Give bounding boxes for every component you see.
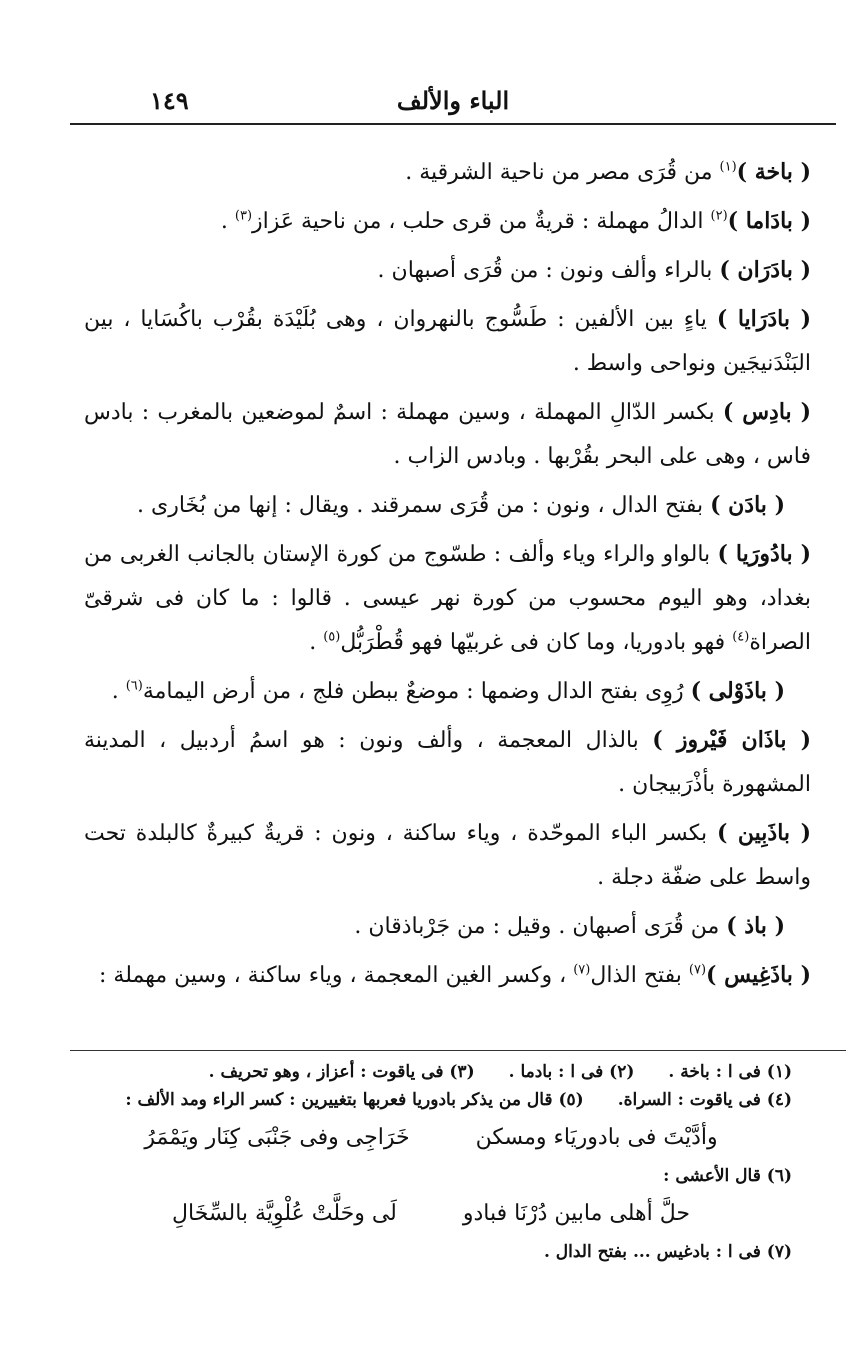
footnote-rule xyxy=(70,1050,846,1051)
verse-2 xyxy=(70,1192,792,1236)
entry-badis: ( بادِس ) بكسر الدّالِ المهملة ، وسين مهملة : اسمٌ لموضعين بالمغرب : بادس فاس ، وهى على البحر بقُرْبها . وبادس الزاب . xyxy=(84,399,811,469)
verse-1-second-hemistich: خَرَاجِى وفى جَنْبَى كِنَار ويَمْمَرُ xyxy=(144,1125,410,1150)
footnote-line-3: (٦) قال الأعشى : xyxy=(663,1166,792,1186)
entry-badh: ( باذ ) من قُرَى أصبهان . وقيل : من جَرْباذقان . xyxy=(354,913,785,939)
entry-badaran: ( بادَرَان ) بالراء وألف ونون : من قُرَى أصبهان . xyxy=(377,257,811,283)
page-number: ١٤٩ xyxy=(150,86,189,115)
entry-badhaghis: ( باذَغِيس )$^{(٧)}$ بفتح الذال$^{(٧)}$ ، وكسر الغين المعجمة ، وياء ساكنة ، وسين مهملة : xyxy=(99,962,811,988)
verse-2-second-hemistich: لَى وحَلَّتْ عُلْوِيَّة بالسِّخَالِ xyxy=(172,1201,397,1226)
entry-badan: ( بادَن ) بفتح الدال ، ونون : من قُرَى سمرقند . ويقال : إنها من بُخَارى . xyxy=(137,492,785,518)
running-title: الباء والألف xyxy=(396,86,510,115)
footnote-line-2: (٤) فى ياقوت : السراة.(٥) قال من يذكر بادوريا فعربها بتغييرين : كسر الراء ومد الألف : xyxy=(125,1090,792,1110)
entry-badhawla: ( باذَوْلى ) رُوِى بفتح الدال وضمها : موضعٌ ببطن فلج ، من أرض اليمامة$^{(٦)}$ . xyxy=(111,678,785,704)
entry-bakha: ( باخة )$^{(١)}$ من قُرَى مصر من ناحية الشرقية . xyxy=(405,159,811,185)
verse-2-first-hemistich: حلَّ أهلى مابين دُرْنَا فبادو xyxy=(462,1201,690,1226)
entry-badhan-fairuz: ( باذَان فَيْروز ) بالذال المعجمة ، وألف ونون : هو اسمُ أردبيل ، المدينة المشهورة بأذْرَبيجان . xyxy=(84,727,812,797)
footnote-line-1: (١) فى ا : باخة .(٢) فى ا : بادما .(٣) فى ياقوت : أعزاز ، وهو تحريف . xyxy=(208,1062,792,1082)
header-rule xyxy=(70,123,836,125)
entry-baduraya: ( بادُورَيا ) بالواو والراء وياء وألف : طسّوج من كورة الإستان بالجانب الغربى من بغداد، وهو اليوم محسوب من كورة نهر عيسى . قالوا : ما كان فى شرقىّ الصراة$^{(٤)}$ فهو بادوريا، وما كان فى غربيّها فهو قُطْرَبُّل$^{(٥)}$ . xyxy=(84,541,811,655)
footnotes xyxy=(70,1058,792,1266)
footnote-line-4: (٧) فى ا : بادغيس ... بفتح الدال . xyxy=(543,1242,792,1262)
entry-badama: ( بادَاما )$^{(٢)}$ الدالُ مهملة : قريةٌ من قرى حلب ، من ناحية عَزاز$^{(٣)}$ . xyxy=(220,208,811,234)
entry-badaraya: ( بادَرَايا ) ياءٍ بين الألفين : طَسُّوج بالنهروان ، وهى بُلَيْدَة بقُرْب باكُسَايا ، بين البَنْدَنيجَين ونواحى واسط . xyxy=(84,306,811,376)
verse-1 xyxy=(70,1116,792,1160)
entry-badhabin: ( باذَبِين ) بكسر الباء الموحّدة ، وياء ساكنة ، ونون : قريةٌ كبيرةٌ كالبلدة تحت واسط على ضفّة دجلة . xyxy=(84,820,811,890)
verse-1-first-hemistich: وأدَّيْتَ فى بادوريَاء ومسكن xyxy=(475,1125,718,1150)
entries-body xyxy=(84,150,811,1002)
page-header xyxy=(70,84,836,124)
